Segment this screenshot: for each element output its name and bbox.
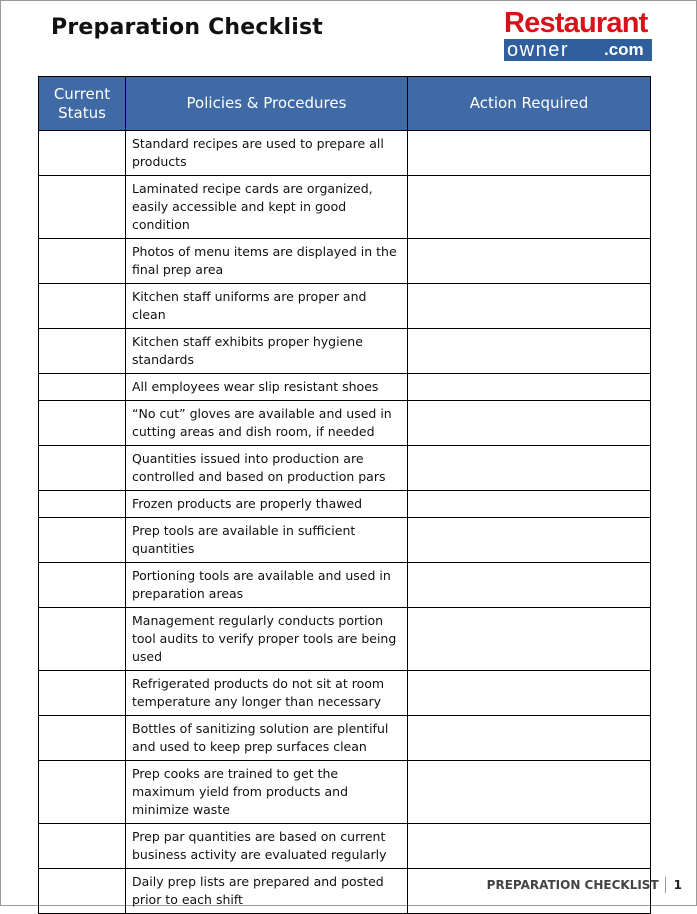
action-cell[interactable] bbox=[408, 239, 651, 284]
logo-top-text: Restaurant bbox=[504, 7, 648, 39]
policy-cell: All employees wear slip resistant shoes bbox=[126, 374, 408, 401]
action-cell[interactable] bbox=[408, 716, 651, 761]
action-cell[interactable] bbox=[408, 608, 651, 671]
action-cell[interactable] bbox=[408, 446, 651, 491]
policy-cell: Kitchen staff uniforms are proper and clean bbox=[126, 284, 408, 329]
table-row bbox=[39, 401, 651, 446]
table-row bbox=[39, 446, 651, 491]
action-cell[interactable] bbox=[408, 824, 651, 869]
action-cell[interactable] bbox=[408, 563, 651, 608]
policy-cell: Laminated recipe cards are organized, easily accessible and kept in good condition bbox=[126, 176, 408, 239]
table-row bbox=[39, 671, 651, 716]
action-cell[interactable] bbox=[408, 329, 651, 374]
status-cell[interactable] bbox=[39, 716, 126, 761]
table-header-row bbox=[39, 77, 651, 131]
status-cell[interactable] bbox=[39, 329, 126, 374]
page-number: 1 bbox=[673, 878, 682, 892]
status-cell[interactable] bbox=[39, 239, 126, 284]
table-row bbox=[39, 491, 651, 518]
action-cell[interactable] bbox=[408, 131, 651, 176]
status-cell[interactable] bbox=[39, 824, 126, 869]
status-cell[interactable] bbox=[39, 446, 126, 491]
status-cell[interactable] bbox=[39, 518, 126, 563]
policy-cell: Portioning tools are available and used in preparation areas bbox=[126, 563, 408, 608]
policy-cell: Standard recipes are used to prepare all products bbox=[126, 131, 408, 176]
policy-cell: Prep cooks are trained to get the maximum yield from products and minimize waste bbox=[126, 761, 408, 824]
table-row bbox=[39, 131, 651, 176]
table-row bbox=[39, 329, 651, 374]
action-cell[interactable] bbox=[408, 284, 651, 329]
header-current-status: Current Status bbox=[39, 77, 126, 131]
status-cell[interactable] bbox=[39, 131, 126, 176]
table-row bbox=[39, 518, 651, 563]
status-cell[interactable] bbox=[39, 491, 126, 518]
table-row bbox=[39, 608, 651, 671]
status-cell[interactable] bbox=[39, 608, 126, 671]
policy-cell: Management regularly conducts portion tool audits to verify proper tools are being used bbox=[126, 608, 408, 671]
action-cell[interactable] bbox=[408, 401, 651, 446]
policy-cell: Prep tools are available in sufficient quantities bbox=[126, 518, 408, 563]
restaurant-owner-logo bbox=[504, 8, 652, 62]
status-cell[interactable] bbox=[39, 374, 126, 401]
policy-cell: Refrigerated products do not sit at room temperature any longer than necessary bbox=[126, 671, 408, 716]
table-row bbox=[39, 284, 651, 329]
action-cell[interactable] bbox=[408, 518, 651, 563]
status-cell[interactable] bbox=[39, 761, 126, 824]
policy-cell: Bottles of sanitizing solution are plentiful and used to keep prep surfaces clean bbox=[126, 716, 408, 761]
table-row bbox=[39, 761, 651, 824]
action-cell[interactable] bbox=[408, 176, 651, 239]
table-row bbox=[39, 563, 651, 608]
logo-bottom-bar bbox=[504, 39, 652, 61]
table-row bbox=[39, 716, 651, 761]
table-row bbox=[39, 824, 651, 869]
page-title: Preparation Checklist bbox=[51, 15, 323, 40]
status-cell[interactable] bbox=[39, 671, 126, 716]
table-row bbox=[39, 374, 651, 401]
action-cell[interactable] bbox=[408, 761, 651, 824]
footer-label: PREPARATION CHECKLIST bbox=[486, 878, 659, 892]
status-cell[interactable] bbox=[39, 563, 126, 608]
checklist-table bbox=[38, 76, 651, 914]
page-footer bbox=[487, 877, 682, 893]
action-cell[interactable] bbox=[408, 374, 651, 401]
table-row bbox=[39, 239, 651, 284]
header-action-required: Action Required bbox=[408, 77, 651, 131]
policy-cell: Kitchen staff exhibits proper hygiene standards bbox=[126, 329, 408, 374]
action-cell[interactable] bbox=[408, 671, 651, 716]
policy-cell: Photos of menu items are displayed in the final prep area bbox=[126, 239, 408, 284]
status-cell[interactable] bbox=[39, 869, 126, 914]
logo-bottom-text: owner bbox=[507, 39, 569, 61]
status-cell[interactable] bbox=[39, 176, 126, 239]
table-row bbox=[39, 176, 651, 239]
policy-cell: “No cut” gloves are available and used in cutting areas and dish room, if needed bbox=[126, 401, 408, 446]
footer-divider bbox=[665, 877, 666, 893]
policy-cell: Prep par quantities are based on current business activity are evaluated regularly bbox=[126, 824, 408, 869]
policy-cell: Daily prep lists are prepared and posted prior to each shift bbox=[126, 869, 408, 914]
policy-cell: Frozen products are properly thawed bbox=[126, 491, 408, 518]
policy-cell: Quantities issued into production are controlled and based on production pars bbox=[126, 446, 408, 491]
status-cell[interactable] bbox=[39, 284, 126, 329]
status-cell[interactable] bbox=[39, 401, 126, 446]
logo-suffix: .com bbox=[604, 40, 644, 59]
header-policies-procedures: Policies & Procedures bbox=[126, 77, 408, 131]
action-cell[interactable] bbox=[408, 491, 651, 518]
